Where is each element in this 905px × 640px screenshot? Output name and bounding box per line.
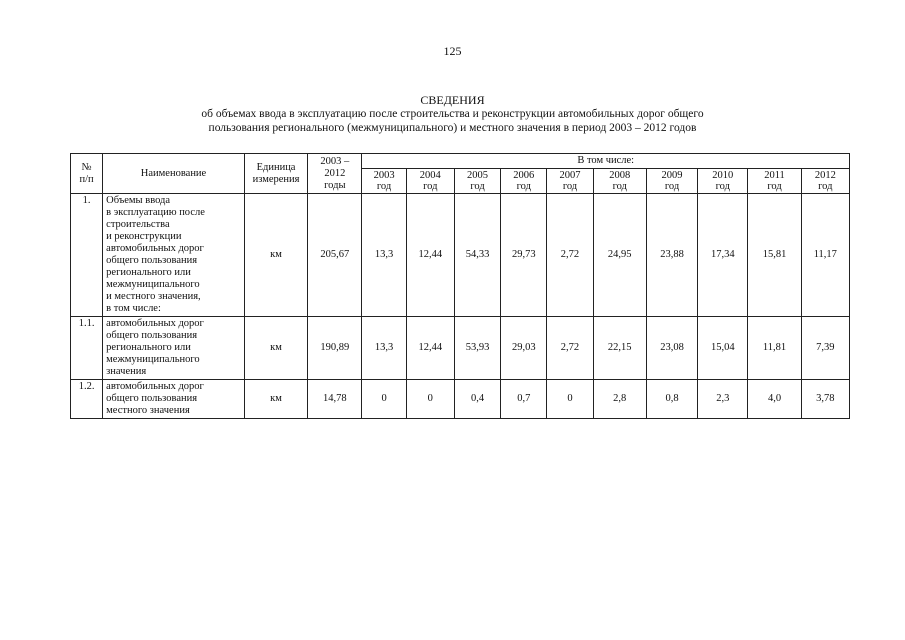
row-year-value-2011: 15,81 [748,194,801,317]
header-year-value: 2010 [712,170,734,181]
row-name [103,194,245,317]
header-year-2012 [801,169,849,194]
row-name-line: строительства [106,219,170,230]
header-number-line-1: № [81,161,92,173]
row-total: 14,78 [308,380,362,419]
header-unit [244,154,307,194]
header-total-line-3: годы [324,179,346,191]
row-name-line: и реконструкции [106,231,182,242]
row-name-line: значения [106,366,147,377]
row-unit: км [244,194,307,317]
header-year-value: 2004 [419,170,441,181]
table-row [71,194,850,317]
row-year-value-2003: 0 [362,380,406,419]
header-unit-line-2: измерения [252,173,300,185]
row-year-value-2008: 2,8 [593,380,646,419]
header-year-suffix: год [715,181,730,192]
row-year-value-2006: 29,03 [501,317,547,380]
row-number: 1.2. [71,380,103,419]
header-year-suffix: год [376,181,392,192]
row-year-value-2010: 15,04 [698,317,748,380]
row-total: 190,89 [308,317,362,380]
row-name [103,317,245,380]
row-name-line: общего пользования [106,393,198,404]
page-number: 125 [443,44,462,58]
row-year-value-2010: 17,34 [698,194,748,317]
row-name-line: межмуниципального [106,354,200,365]
header-year-suffix: год [612,181,627,192]
row-name-line: общего пользования [106,255,198,266]
row-year-value-2005: 0,4 [454,380,500,419]
header-total-line-1: 2003 – [320,155,350,167]
row-year-value-2004: 12,44 [406,317,454,380]
row-year-value-2009: 23,88 [646,194,697,317]
row-name-line: автомобильных дорог [106,243,204,254]
header-year-2010 [698,169,748,194]
header-year-2006 [501,169,547,194]
row-name-line: общего пользования [106,330,198,341]
header-name: Наименование [103,154,245,194]
header-total-line-2: 2012 [324,167,346,179]
row-name-line: автомобильных дорог [106,381,204,392]
header-total [308,154,362,194]
header-year-2008 [593,169,646,194]
header-row-1 [71,154,850,169]
row-year-value-2012: 7,39 [801,317,849,380]
header-year-value: 2005 [467,170,489,181]
header-year-2004 [406,169,454,194]
header-year-suffix: год [470,181,485,192]
row-year-value-2004: 12,44 [406,194,454,317]
document-subtitle-line-1: об объемах ввода в эксплуатацию после строительства и реконструкции автомобильных дорог общего [201,108,704,120]
row-year-value-2007: 0 [547,380,593,419]
row-unit: км [244,380,307,419]
row-year-value-2004: 0 [406,380,454,419]
header-number-line-2: п/п [79,173,94,185]
row-year-value-2008: 24,95 [593,194,646,317]
document-title: СВЕДЕНИЯ [420,93,485,107]
row-name [103,380,245,419]
header-year-value: 2006 [513,170,535,181]
header-year-value: 2011 [764,170,785,181]
row-year-value-2012: 11,17 [801,194,849,317]
row-unit: км [244,317,307,380]
row-year-value-2012: 3,78 [801,380,849,419]
table-row [71,380,850,419]
row-number: 1. [71,194,103,317]
header-year-2003 [362,169,406,194]
header-including: В том числе: [362,154,850,169]
header-year-value: 2009 [661,170,683,181]
row-year-value-2003: 13,3 [362,194,406,317]
row-year-value-2009: 0,8 [646,380,697,419]
header-year-2005 [454,169,500,194]
row-name-line: местного значения [106,405,190,416]
header-year-value: 2003 [373,170,395,181]
row-number: 1.1. [71,317,103,380]
header-year-value: 2012 [814,170,836,181]
road-commissioning-table [70,153,850,419]
row-name-line: Объемы ввода [106,195,171,206]
header-year-suffix: год [562,181,578,192]
row-name-line: в том числе: [106,303,161,314]
header-year-value: 2008 [609,170,631,181]
header-year-suffix: год [516,181,531,192]
document-subtitle-line-2: пользования регионального (межмуниципального) и местного значения в период 2003 – 2012 годов [208,122,697,134]
row-year-value-2006: 0,7 [501,380,547,419]
header-number [71,154,103,194]
row-name-line: в эксплуатацию после [106,207,205,218]
row-year-value-2011: 4,0 [748,380,801,419]
header-year-2007 [547,169,593,194]
row-year-value-2007: 2,72 [547,194,593,317]
row-year-value-2006: 29,73 [501,194,547,317]
row-name-line: межмуниципального [106,279,200,290]
header-unit-line-1: Единица [256,161,296,173]
row-year-value-2003: 13,3 [362,317,406,380]
row-year-value-2007: 2,72 [547,317,593,380]
row-year-value-2005: 53,93 [454,317,500,380]
document-heading [0,93,905,135]
row-year-value-2009: 23,08 [646,317,697,380]
header-year-suffix: год [664,181,680,192]
table-body [71,194,850,419]
row-total: 205,67 [308,194,362,317]
row-name-line: регионального или [106,267,191,278]
header-year-suffix: год [423,181,438,192]
row-year-value-2005: 54,33 [454,194,500,317]
header-year-value: 2007 [559,170,581,181]
row-year-value-2010: 2,3 [698,380,748,419]
row-name-line: и местного значения, [106,291,201,302]
row-year-value-2008: 22,15 [593,317,646,380]
header-year-2009 [646,169,697,194]
header-year-suffix: год [818,181,833,192]
table-row [71,317,850,380]
row-name-line: регионального или [106,342,191,353]
header-year-suffix: год [767,181,782,192]
header-year-2011 [748,169,801,194]
row-name-line: автомобильных дорог [106,318,204,329]
row-year-value-2011: 11,81 [748,317,801,380]
